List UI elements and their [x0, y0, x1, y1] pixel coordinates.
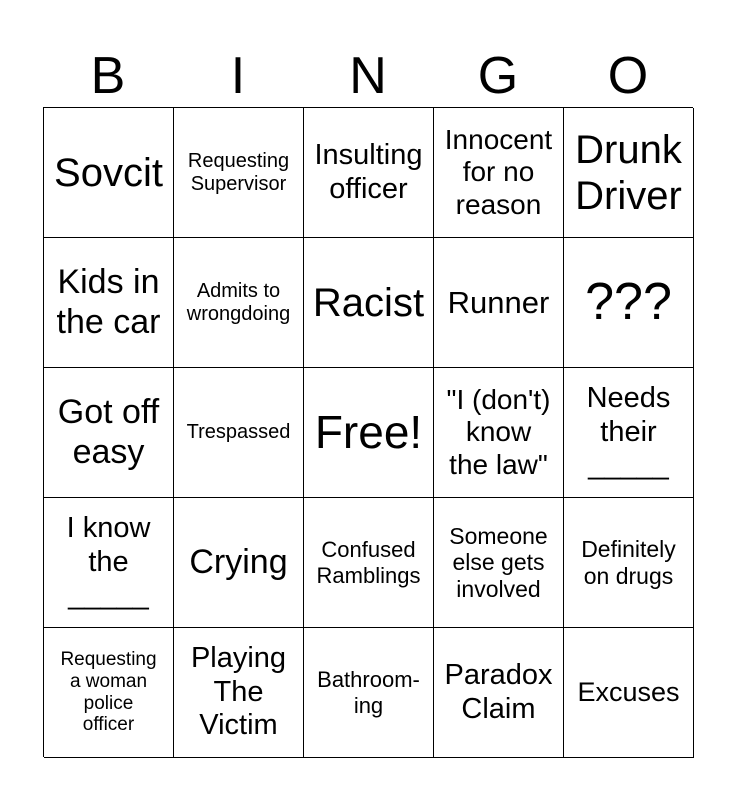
- bingo-cell-text: Bathroom- ing: [317, 667, 420, 718]
- bingo-cell-text: Innocent for no reason: [444, 124, 553, 220]
- bingo-cell-text: Sovcit: [54, 150, 163, 195]
- bingo-cell[interactable]: [564, 238, 694, 368]
- bingo-cell-text: Admits to wrongdoing: [186, 279, 291, 325]
- bingo-cell[interactable]: [304, 238, 434, 368]
- bingo-cell[interactable]: [434, 368, 564, 498]
- bingo-cell-text: Someone else gets involved: [449, 522, 548, 602]
- bingo-cell[interactable]: [564, 368, 694, 498]
- bingo-cell-text: Paradox Claim: [444, 659, 553, 725]
- bingo-cell-text: I know the _____: [66, 512, 151, 612]
- bingo-cell-text: Got off easy: [57, 393, 160, 471]
- bingo-cell-text: Kids in the car: [56, 263, 161, 341]
- bingo-cell-text: ???: [585, 272, 672, 331]
- bingo-cell-text: Needs their _____: [586, 382, 671, 482]
- bingo-cell[interactable]: [564, 498, 694, 628]
- bingo-cell-text: Racist: [312, 280, 425, 325]
- bingo-cell[interactable]: [434, 238, 564, 368]
- bingo-cell[interactable]: [304, 628, 434, 758]
- bingo-cell[interactable]: [434, 108, 564, 238]
- bingo-cell[interactable]: [44, 238, 174, 368]
- bingo-cell[interactable]: [44, 108, 174, 238]
- bingo-cell-text: "I (don't) know the law": [446, 384, 551, 480]
- bingo-cell-text: Excuses: [577, 676, 680, 707]
- header-letter-i: I: [230, 47, 246, 105]
- header-letter-g: G: [477, 47, 519, 105]
- bingo-cell-text: Requesting Supervisor: [187, 149, 290, 195]
- bingo-cell-text: Runner: [447, 284, 550, 320]
- bingo-cell[interactable]: [174, 238, 304, 368]
- bingo-cell[interactable]: [44, 368, 174, 498]
- bingo-cell-text: Definitely on drugs: [581, 536, 676, 589]
- bingo-cell[interactable]: [174, 368, 304, 498]
- bingo-cell[interactable]: [174, 498, 304, 628]
- bingo-cell-text: Trespassed: [186, 421, 291, 443]
- bingo-cell-text: Requesting a woman police officer: [60, 648, 157, 736]
- bingo-cell[interactable]: [564, 108, 694, 238]
- bingo-header: [43, 46, 693, 106]
- bingo-cell[interactable]: [304, 498, 434, 628]
- bingo-cell-text: Confused Ramblings: [316, 537, 421, 588]
- bingo-board: [43, 107, 693, 757]
- bingo-cell-text: Drunk Driver: [575, 127, 682, 218]
- bingo-cell[interactable]: [174, 628, 304, 758]
- bingo-cell[interactable]: [44, 498, 174, 628]
- bingo-cell[interactable]: [44, 628, 174, 758]
- bingo-cell[interactable]: [564, 628, 694, 758]
- bingo-cell[interactable]: [304, 108, 434, 238]
- bingo-cell free-space[interactable]: [304, 368, 434, 498]
- bingo-cell-text: Crying: [189, 542, 288, 581]
- header-letter-b: B: [90, 47, 126, 105]
- bingo-cell-text: Insulting officer: [314, 139, 423, 205]
- header-letter-n: N: [349, 47, 387, 105]
- bingo-cell[interactable]: [434, 628, 564, 758]
- header-letter-o: O: [607, 47, 649, 105]
- bingo-cell-text: Free!: [314, 406, 423, 459]
- bingo-cell[interactable]: [434, 498, 564, 628]
- bingo-cell-text: Playing The Victim: [190, 642, 287, 742]
- bingo-cell[interactable]: [174, 108, 304, 238]
